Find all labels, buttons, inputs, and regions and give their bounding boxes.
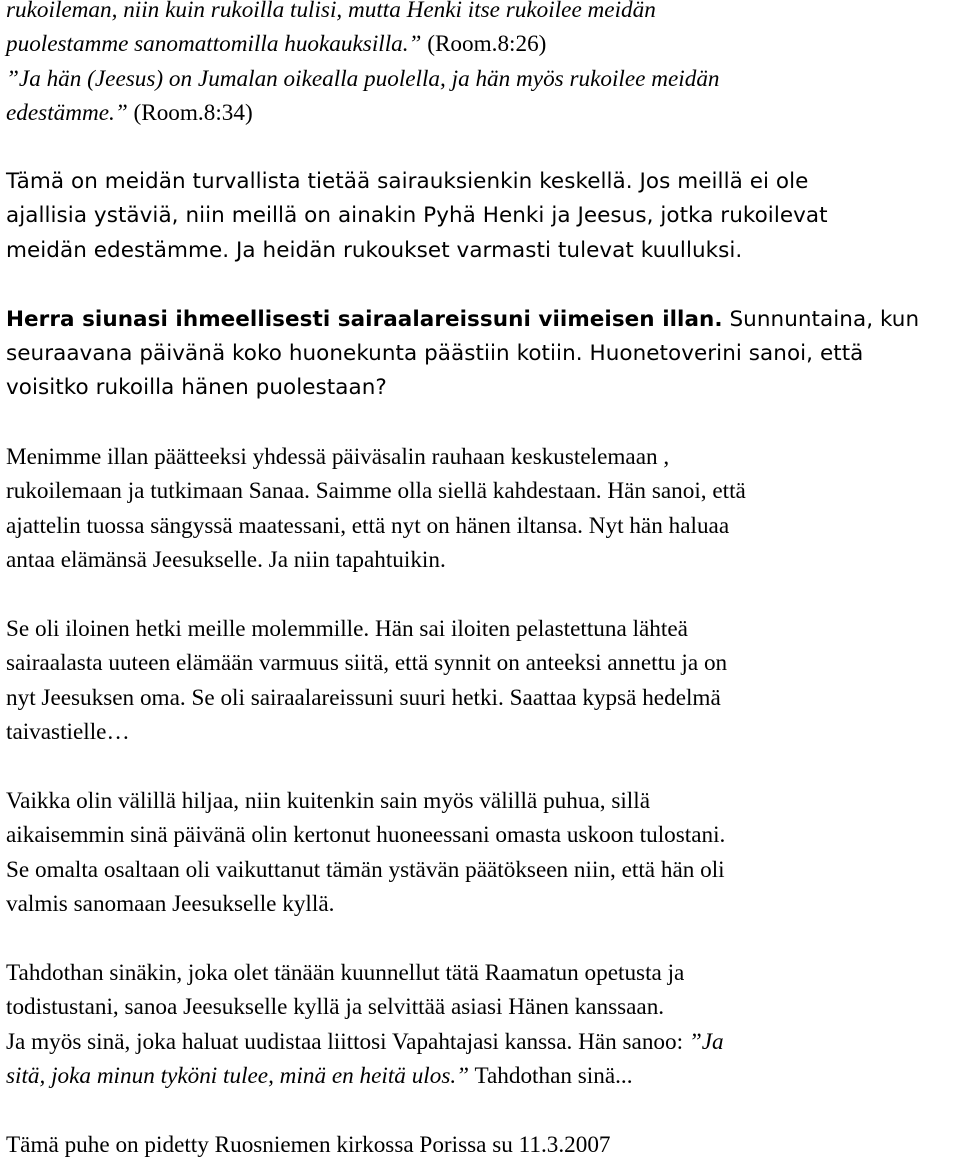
paragraph-spacer	[6, 406, 956, 440]
text-line: seuraavana päivänä koko huonekunta päästiin kotiin. Huonetoverini sanoi, että	[6, 340, 864, 366]
paragraph-1	[6, 0, 956, 131]
text-line: nyt Jeesuksen oma. Se oli sairaalareissuni suuri hetki. Saattaa kypsä hedelmä	[6, 684, 721, 711]
text-line: ajallisia ystäviä, niin meillä on ainakin Pyhä Henki ja Jeesus, jotka rukoilevat	[6, 203, 828, 229]
paragraph-5	[6, 612, 956, 750]
text-line: antaa elämänsä Jeesukselle. Ja niin tapahtuikin.	[6, 547, 446, 574]
closing-note: Tämä puhe on pidetty Ruosniemen kirkossa Porissa su 11.3.2007	[6, 1131, 611, 1158]
text-line: Se omalta osaltaan oli vaikuttanut tämän ystävän päätökseen niin, että hän oli	[6, 856, 725, 883]
bible-reference: (Room.8:26)	[421, 31, 547, 58]
text-line: taivastielle…	[6, 719, 130, 746]
paragraph-spacer	[6, 131, 956, 165]
paragraph-4	[6, 440, 956, 578]
text-line: Menimme illan päätteeksi yhdessä päiväsalin rauhaan keskustelemaan ,	[6, 444, 670, 471]
text-line: ”Ja hän (Jeesus) on Jumalan oikealla puolella, ja hän myös rukoilee meidän	[6, 65, 720, 92]
text-line: sairaalasta uuteen elämään varmuus siitä, että synnit on anteeksi annettu ja on	[6, 650, 728, 677]
paragraph-spacer	[6, 268, 956, 302]
text-line: ajattelin tuossa sängyssä maatessani, että nyt on hänen iltansa. Nyt hän haluaa	[6, 512, 730, 539]
text-line	[6, 27, 956, 61]
text-line	[6, 1059, 956, 1093]
quote-text: puolestamme sanomattomilla huokauksilla.”	[6, 31, 422, 58]
paragraph-7	[6, 956, 956, 1094]
text-segment: Ja myös sinä, joka haluat uudistaa liittosi Vapahtajasi kanssa. Hän sanoo:	[6, 1028, 689, 1055]
text-line: Vaikka olin välillä hiljaa, niin kuitenkin sain myös välillä puhua, sillä	[6, 787, 650, 814]
paragraph-spacer	[6, 578, 956, 612]
paragraph-spacer	[6, 922, 956, 956]
text-line	[6, 96, 956, 130]
text-line	[6, 303, 956, 337]
text-line: Tämä on meidän turvallista tietää sairauksienkin keskellä. Jos meillä ei ole	[6, 168, 809, 194]
text-line: rukoilemaan ja tutkimaan Sanaa. Saimme olla siellä kahdestaan. Hän sanoi, että	[6, 478, 746, 505]
bible-reference: (Room.8:34)	[127, 100, 253, 127]
paragraph-6	[6, 784, 956, 922]
document-page	[6, 0, 956, 1162]
text-segment: Sunnuntaina, kun	[722, 306, 920, 332]
text-line: meidän edestämme. Ja heidän rukoukset varmasti tulevat kuulluksi.	[6, 237, 743, 263]
text-line: valmis sanomaan Jeesukselle kyllä.	[6, 891, 335, 918]
text-line: todistustani, sanoa Jeesukselle kyllä ja selvittää asiasi Hänen kanssaan.	[6, 994, 665, 1021]
bold-lead-text: Herra siunasi ihmeellisesti sairaalareissuni viimeisen illan.	[6, 306, 723, 332]
text-line	[6, 1025, 956, 1059]
paragraph-spacer	[6, 1094, 956, 1128]
paragraph-spacer	[6, 750, 956, 784]
quote-text: edestämme.”	[6, 100, 128, 127]
paragraph-2	[6, 165, 956, 268]
quote-text: sitä, joka minun tyköni tulee, minä en heitä ulos.”	[6, 1063, 470, 1090]
text-line: rukoileman, niin kuin rukoilla tulisi, mutta Henki itse rukoilee meidän	[6, 0, 656, 23]
text-segment: Tahdothan sinä...	[469, 1063, 633, 1090]
text-line: aikaisemmin sinä päivänä olin kertonut huoneessani omasta uskoon tulostani.	[6, 822, 726, 849]
quote-text: ”Ja	[688, 1028, 724, 1055]
text-line: Se oli iloinen hetki meille molemmille. Hän sai iloiten pelastettuna lähteä	[6, 616, 688, 643]
text-line: voisitko rukoilla hänen puolestaan?	[6, 375, 387, 401]
paragraph-3	[6, 303, 956, 406]
paragraph-8	[6, 1128, 956, 1162]
text-line: Tahdothan sinäkin, joka olet tänään kuunnellut tätä Raamatun opetusta ja	[6, 959, 685, 986]
